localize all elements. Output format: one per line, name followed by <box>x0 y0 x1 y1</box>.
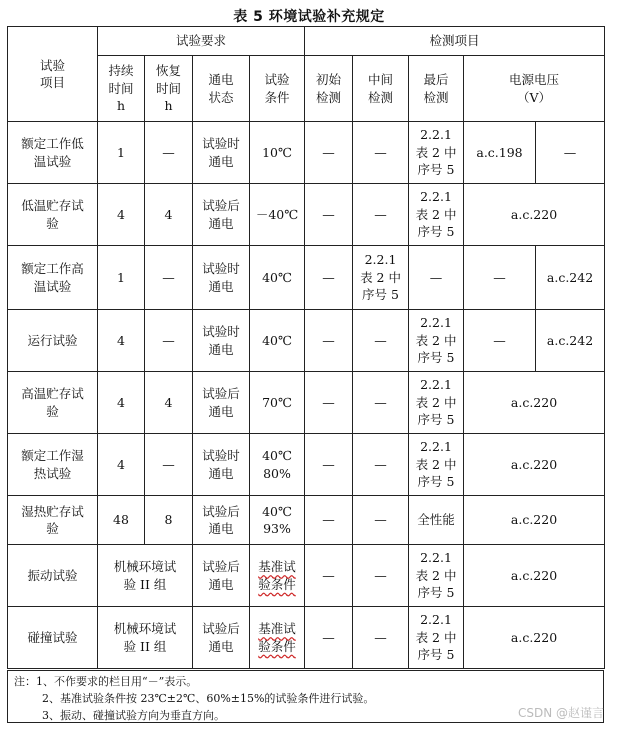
header-initial-check: 初始 检测 <box>305 56 353 122</box>
row-item: 额定工作高 温试验 <box>8 246 98 310</box>
header-power-state: 通电 状态 <box>193 56 250 122</box>
row-item: 运行试验 <box>8 310 98 372</box>
row-initial-check: — <box>305 496 353 545</box>
row-power-state: 试验时 通电 <box>193 122 250 184</box>
row-middle-check: — <box>353 496 409 545</box>
row-recovery: — <box>145 310 193 372</box>
table-notes <box>7 670 604 723</box>
row-initial-check: — <box>305 434 353 496</box>
row-power-state: 试验后 通电 <box>193 184 250 246</box>
row-voltage-b: — <box>536 122 605 184</box>
row-power-state: 试验后 通电 <box>193 372 250 434</box>
row-item: 湿热贮存试 验 <box>8 496 98 545</box>
row-voltage-a: — <box>464 310 536 372</box>
row-item: 碰撞试验 <box>8 607 98 669</box>
row-recovery: 4 <box>145 184 193 246</box>
row-final-check: 全性能 <box>409 496 464 545</box>
row-power-state: 试验后 通电 <box>193 607 250 669</box>
table-row <box>8 434 605 496</box>
note-line: 3、振动、碰撞试验方向为垂直方向。 <box>42 709 225 722</box>
csdn-watermark: CSDN @赵谨言 <box>517 706 604 720</box>
row-initial-check: — <box>305 372 353 434</box>
row-power-state: 试验后 通电 <box>193 545 250 607</box>
row-voltage: a.c.220 <box>464 496 605 545</box>
row-test-condition: 基准试 验条件 <box>250 607 305 669</box>
row-duration: 4 <box>98 310 145 372</box>
row-item: 高温贮存试 验 <box>8 372 98 434</box>
row-final-check: 2.2.1 表 2 中 序号 5 <box>409 434 464 496</box>
table-row <box>8 310 605 372</box>
row-test-condition: 40℃ <box>250 246 305 310</box>
header-recovery: 恢复 时间 h <box>145 56 193 122</box>
row-voltage: a.c.220 <box>464 184 605 246</box>
row-voltage: a.c.220 <box>464 372 605 434</box>
row-initial-check: — <box>305 310 353 372</box>
table-row <box>8 122 605 184</box>
row-voltage: a.c.220 <box>464 545 605 607</box>
row-item: 低温贮存试 验 <box>8 184 98 246</box>
row-recovery: — <box>145 246 193 310</box>
table-row <box>8 496 605 545</box>
row-middle-check: — <box>353 372 409 434</box>
row-voltage-b: a.c.242 <box>536 246 605 310</box>
row-power-state: 试验时 通电 <box>193 310 250 372</box>
row-middle-check: — <box>353 310 409 372</box>
row-power-state: 试验后 通电 <box>193 496 250 545</box>
row-middle-check: — <box>353 184 409 246</box>
row-duration: 4 <box>98 434 145 496</box>
note-line: 注：1、不作要求的栏目用“－”表示。 <box>14 675 198 688</box>
row-middle-check: — <box>353 122 409 184</box>
row-middle-check: 2.2.1 表 2 中 序号 5 <box>353 246 409 310</box>
row-initial-check: — <box>305 607 353 669</box>
header-supply-voltage: 电源电压 （V） <box>464 56 605 122</box>
row-recovery: 4 <box>145 372 193 434</box>
row-duration-recovery: 机械环境试 验 II 组 <box>98 607 193 669</box>
row-test-condition: 基准试 验条件 <box>250 545 305 607</box>
note-line: 2、基准试验条件按 23℃±2℃、60%±15%的试验条件进行试验。 <box>42 692 375 705</box>
row-voltage-b: a.c.242 <box>536 310 605 372</box>
row-final-check: 2.2.1 表 2 中 序号 5 <box>409 545 464 607</box>
table-title: 表 5 环境试验补充规定 <box>233 9 385 25</box>
row-final-check: 2.2.1 表 2 中 序号 5 <box>409 122 464 184</box>
row-duration: 48 <box>98 496 145 545</box>
row-item: 额定工作湿 热试验 <box>8 434 98 496</box>
environment-test-table <box>7 26 605 669</box>
table-row <box>8 372 605 434</box>
row-final-check: 2.2.1 表 2 中 序号 5 <box>409 607 464 669</box>
header-test-condition: 试验 条件 <box>250 56 305 122</box>
table-row <box>8 184 605 246</box>
row-duration: 4 <box>98 184 145 246</box>
row-voltage-a: — <box>464 246 536 310</box>
table-row <box>8 607 605 669</box>
row-test-condition: 40℃ 93% <box>250 496 305 545</box>
header-test-requirements: 试验要求 <box>98 27 305 56</box>
row-voltage-a: a.c.198 <box>464 122 536 184</box>
row-power-state: 试验时 通电 <box>193 434 250 496</box>
header-final-check: 最后 检测 <box>409 56 464 122</box>
row-final-check: 2.2.1 表 2 中 序号 5 <box>409 372 464 434</box>
row-final-check: — <box>409 246 464 310</box>
row-test-condition: 40℃ 80% <box>250 434 305 496</box>
row-duration: 1 <box>98 246 145 310</box>
row-final-check: 2.2.1 表 2 中 序号 5 <box>409 184 464 246</box>
header-item: 试验 项目 <box>8 27 98 122</box>
row-item: 额定工作低 温试验 <box>8 122 98 184</box>
table-row <box>8 545 605 607</box>
row-item: 振动试验 <box>8 545 98 607</box>
row-duration-recovery: 机械环境试 验 II 组 <box>98 545 193 607</box>
row-test-condition: －40℃ <box>250 184 305 246</box>
row-middle-check: — <box>353 607 409 669</box>
row-middle-check: — <box>353 545 409 607</box>
row-test-condition: 70℃ <box>250 372 305 434</box>
row-initial-check: — <box>305 184 353 246</box>
row-middle-check: — <box>353 434 409 496</box>
row-test-condition: 10℃ <box>250 122 305 184</box>
row-test-condition: 40℃ <box>250 310 305 372</box>
row-initial-check: — <box>305 545 353 607</box>
row-duration: 4 <box>98 372 145 434</box>
row-voltage: a.c.220 <box>464 607 605 669</box>
row-final-check: 2.2.1 表 2 中 序号 5 <box>409 310 464 372</box>
header-duration: 持续 时间 h <box>98 56 145 122</box>
row-initial-check: — <box>305 246 353 310</box>
row-power-state: 试验时 通电 <box>193 246 250 310</box>
row-recovery: — <box>145 434 193 496</box>
row-recovery: 8 <box>145 496 193 545</box>
row-voltage: a.c.220 <box>464 434 605 496</box>
header-middle-check: 中间 检测 <box>353 56 409 122</box>
table-row <box>8 246 605 310</box>
header-check-items: 检测项目 <box>305 27 605 56</box>
row-duration: 1 <box>98 122 145 184</box>
row-initial-check: — <box>305 122 353 184</box>
row-recovery: — <box>145 122 193 184</box>
